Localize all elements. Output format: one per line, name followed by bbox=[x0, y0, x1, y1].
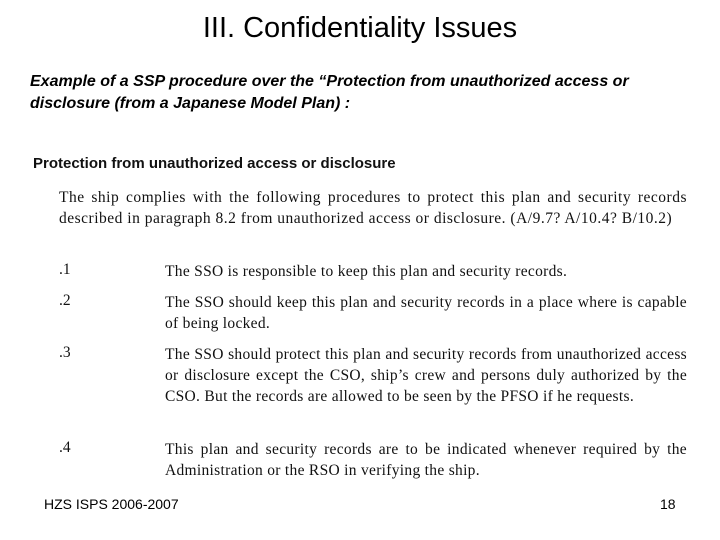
procedure-paragraph: The ship complies with the following procedures to protect this plan and security records described in paragraph 8.2 from unauthorized access or disclosure. (A/9.7? A/10.4? B/10.2) bbox=[59, 189, 687, 227]
item-number: .2 bbox=[59, 292, 71, 309]
item-number: .4 bbox=[59, 439, 71, 456]
procedure-heading: Protection from unauthorized access or disclosure bbox=[33, 155, 396, 172]
footer-course-label: HZS ISPS 2006-2007 bbox=[44, 496, 179, 512]
item-text: The SSO is responsible to keep this plan and security records. bbox=[165, 263, 568, 280]
item-number: .1 bbox=[59, 261, 71, 278]
item-text: The SSO should keep this plan and security records in a place where is capable of being locked. bbox=[165, 294, 687, 332]
item-number: .3 bbox=[59, 344, 71, 361]
intro-text: Example of a SSP procedure over the “Protection from unauthorized access or disclosure (from a Japanese Model Plan) : bbox=[30, 73, 629, 112]
slide-title: III. Confidentiality Issues bbox=[202, 12, 518, 44]
page-number: 18 bbox=[660, 496, 676, 512]
item-text: This plan and security records are to be indicated whenever required by the Administration or the RSO in verifying the ship. bbox=[165, 441, 687, 479]
item-text: The SSO should protect this plan and security records from unauthorized access or disclosure except the CSO, ship’s crew and persons duly authorized by the CSO. But the records are allowed to be seen by the PFSO if he requests. bbox=[165, 346, 687, 405]
